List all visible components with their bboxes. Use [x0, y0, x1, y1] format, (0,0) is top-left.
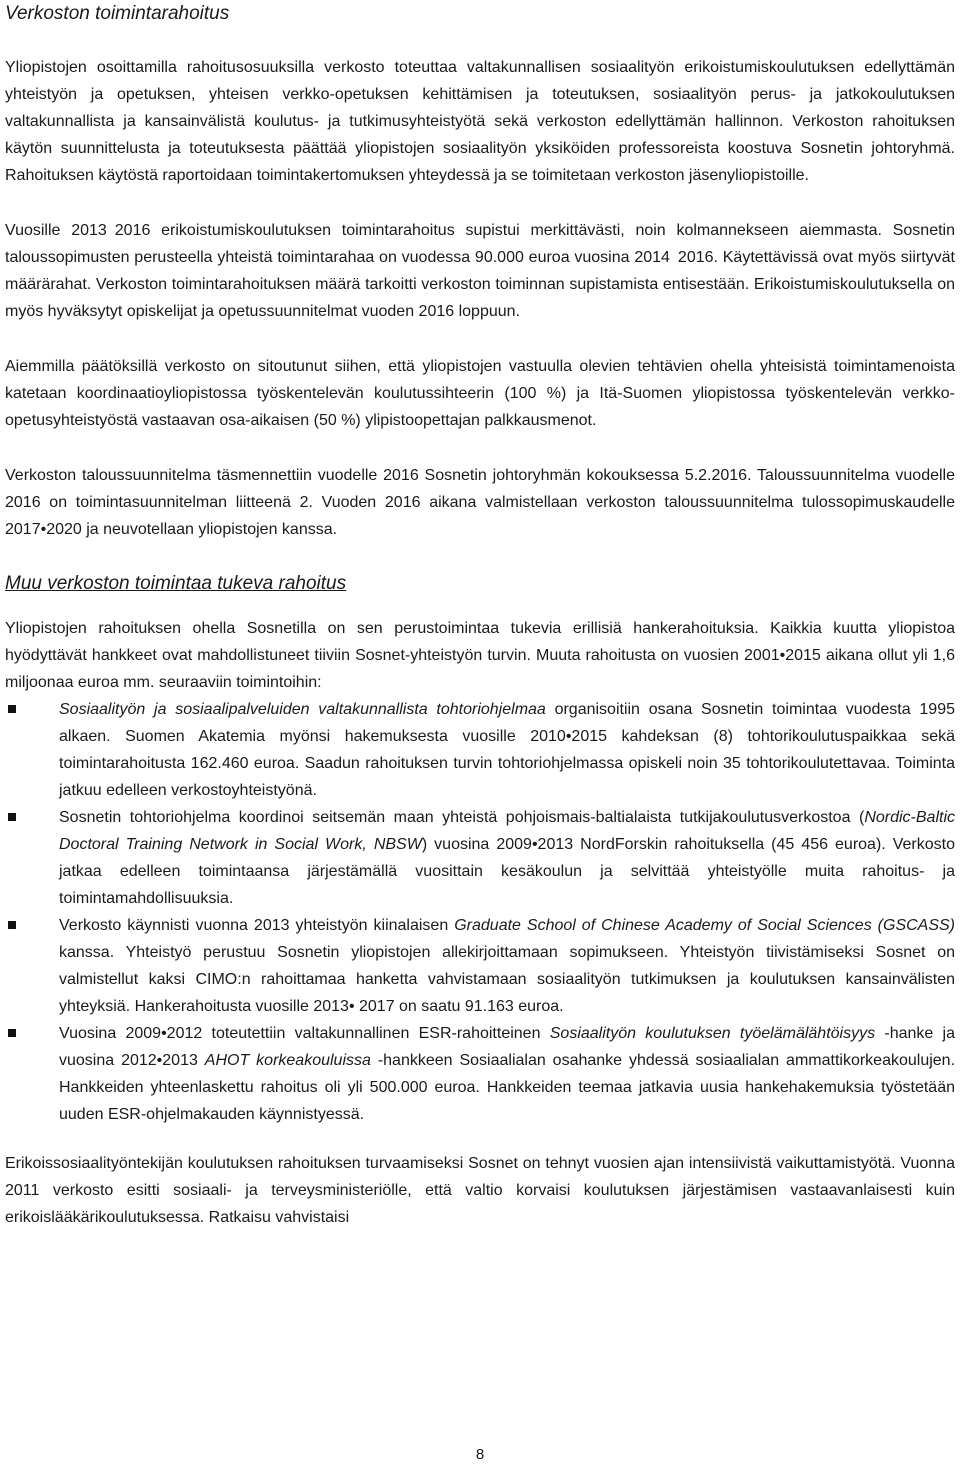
- list-item: [5, 912, 955, 1020]
- section-heading: Verkoston toimintarahoitus: [5, 3, 230, 24]
- list-item-text: Sosnetin tohtoriohjelma koordinoi seitsemän maan yhteistä pohjoismais-baltialaista tutkijakoulutusverkostoa (: [59, 809, 865, 826]
- list-item-text: -hankkeen Sosiaalialan osahanke yhdessä sosiaalialan ammattikorkeakoulujen. Hankkeiden yhteenlaskettu rahoitus oli yli 500.000 euroa. Hankkeiden teemaa jatkavia uusia hankehakemuksia työstetään uuden ESR-ohjelmakauden käynnistyessä.: [59, 1052, 956, 1123]
- italic-term: Nordic-Baltic Doctoral Training Network in Social Work, NBSW: [59, 809, 955, 853]
- square-bullet-icon: [8, 1029, 16, 1037]
- paragraph-advocacy: Erikoissosiaalityöntekijän koulutuksen rahoituksen turvaamiseksi Sosnet on tehnyt vuosien ajan intensiivistä vaikuttamistyötä. Vuonna 2011 verkosto esitti sosiaali- ja terveysministeriölle, että valtio korvaisi koulutuksen järjestämisen vastaavanlaisesti kuin erikoislääkärikoulutuksessa. Ratkaisu vahvistaisi: [5, 1155, 955, 1226]
- list-item: [5, 696, 955, 804]
- list-item-text: -hanke ja vuosina 2012•2013: [59, 1025, 956, 1069]
- paragraph-funding-cuts: Vuosille 2013 2016 erikoistumiskoulutuksen toimintarahoitus supistui merkittävästi, noin kolmannekseen aiemmasta. Sosnetin taloussopimusten perusteella yhteistä toimintarahaa on vuodessa 90.000 euroa vuosina 2014 2016. Käytettävissä ovat myös siirtyvät määrärahat. Verkoston toimintarahoituksen määrä tarkoitti verkoston toiminnan supistamista entisestään. Erikoistumiskoulutuksella on myös hyväksytyt opiskelijat ja opetussuunnitelmat vuoden 2016 loppuun.: [5, 222, 955, 320]
- paragraph-funding-usage: Yliopistojen osoittamilla rahoitusosuuksilla verkosto toteuttaa valtakunnallisen sosiaalityön erikoistumiskoulutuksen edellyttämän yhteistyön ja opetuksen, yhteisen verkko-opetuksen kehittämisen ja toteutuksen, sosiaalityön perus- ja jatkokoulutuksen valtakunnallista ja kansainvälistä koulutus- ja tutkimusyhteistyötä sekä verkoston edellyttämän hallinnon. Verkoston rahoituksen käytön suunnittelusta ja toteutuksesta päättää yliopistojen sosiaalityön yksiköiden professoreista koostuva Sosnetin johtoryhmä. Rahoituksen käytöstä raportoidaan toimintakertomuksen yhteydessä ja se toimitetaan verkoston jäsenyliopistoille.: [5, 59, 955, 184]
- list-item-text: Verkosto käynnisti vuonna 2013 yhteistyön kiinalaisen: [59, 917, 455, 934]
- paragraph-staff-costs: Aiemmilla päätöksillä verkosto on sitoutunut siihen, että yliopistojen vastuulla olevien tehtävien ohella yhteisistä toimintamenoista katetaan koordinaatioyliopistossa työskentelevän koulutussihteerin (100 %) ja Itä-Suomen yliopistossa työskentelevän verkko-opetusyhteistyöstä vastaavan osa-aikaisen (50 %) ylipistoopettajan palkkausmenot.: [5, 358, 955, 429]
- funding-list: [5, 696, 955, 1128]
- list-item-text: ) vuosina 2009•2013 NordForskin rahoituksella (45 456 euroa). Verkosto jatkaa edelleen toimintaansa järjestämällä vuosittain kesäkoulun ja selvittää yhteistyölle muita rahoitus- ja toimintamahdollisuuksia.: [59, 836, 956, 907]
- italic-term: Graduate School of Chinese Academy of Social Sciences (GSCASS): [454, 917, 956, 934]
- list-item-text: kanssa. Yhteistyö perustuu Sosnetin yliopistojen allekirjoittamaan sopimukseen. Yhteistyön tiivistämiseksi Sosnet on valmistellut kaksi CIMO:n rahoittamaa hanketta vahvistamaan sosiaalityön tutkimuksen ja koulutuksen kansainvälisten yhteyksiä. Hankerahoitusta vuosille 2013• 2017 on saatu 91.163 euroa.: [59, 944, 955, 1015]
- page-number: 8: [475, 1446, 485, 1463]
- square-bullet-icon: [8, 921, 16, 929]
- list-item: [5, 804, 955, 912]
- list-item-text: Vuosina 2009•2012 toteutettiin valtakunnallinen ESR-rahoitteinen: [59, 1025, 550, 1042]
- list-item-text: organisoitiin osana Sosnetin toimintaa vuodesta 1995 alkaen. Suomen Akatemia myönsi hakemuksesta vuosille 2010•2015 kahdeksan (8) tohtorikoulutuspaikkaa sekä toimintarahoitusta 162.460 euroa. Saadun rahoituksen turvin tohtoriohjelmassa opiskeli noin 35 tohtorikoulutettavaa. Toiminta jatkuu edelleen verkostoyhteistyönä.: [59, 701, 955, 799]
- square-bullet-icon: [8, 705, 16, 713]
- italic-term: AHOT korkeakouluissa: [204, 1052, 371, 1069]
- italic-term: Sosiaalityön ja sosiaalipalveluiden valtakunnallista tohtoriohjelmaa: [59, 701, 546, 718]
- paragraph-other-funding: Yliopistojen rahoituksen ohella Sosnetilla on sen perustoimintaa tukevia erillisiä hankerahoituksia. Kaikkia kuutta yliopistoa hyödyttävät hankkeet ovat mahdollistuneet tiiviin Sosnet-yhteistyön turvin. Muuta rahoitusta on vuosien 2001•2015 aikana ollut yli 1,6 miljoonaa euroa mm. seuraaviin toimintoihin:: [5, 620, 955, 691]
- list-item: [5, 1020, 955, 1128]
- subsection-heading: Muu verkoston toimintaa tukeva rahoitus: [5, 573, 347, 594]
- italic-term: Sosiaalityön koulutuksen työelämälähtöisyys: [549, 1025, 876, 1042]
- paragraph-budget-plan: Verkoston taloussuunnitelma täsmennettiin vuodelle 2016 Sosnetin johtoryhmän kokouksessa 5.2.2016. Taloussuunnitelma vuodelle 2016 on toimintasuunnitelman liitteenä 2. Vuoden 2016 aikana valmistellaan verkoston taloussuunnitelma tulossopimuskaudelle 2017•2020 ja neuvotellaan yliopistojen kanssa.: [5, 467, 955, 538]
- square-bullet-icon: [8, 813, 16, 821]
